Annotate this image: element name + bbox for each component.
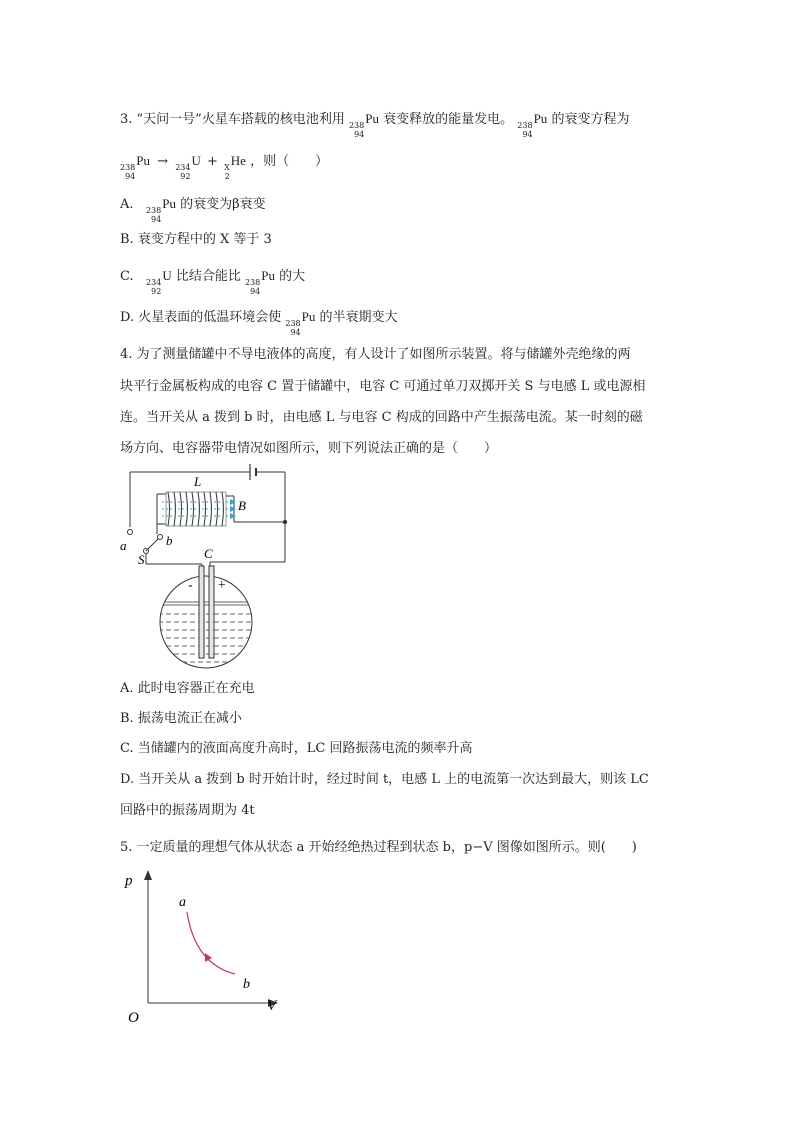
magnetic-field-lines [162,502,230,516]
label-b: b [166,533,173,548]
pu-symbol: Pu [533,111,548,126]
switch-blade [146,539,158,551]
label-C: C [204,546,213,561]
q4-option-d-line2[interactable]: 回路中的振荡周期为 4t [120,803,255,818]
arrow-symbol: → [157,154,169,169]
switch-contact-b [158,535,163,540]
label-a: a [120,538,127,553]
label-B: B [238,498,246,513]
q4-option-d-line1[interactable]: D. 当开关从 a 拨到 b 时开始计时，经过时间 t，电感 L 上的电流第一次达到最大，则该 LC [120,772,649,787]
storage-tank [150,576,260,668]
lc-circuit-figure [110,462,300,670]
label-state-a: a [179,895,186,910]
q4-stem-line2: 块平行金属板构成的电容 C 置于储罐中，电容 C 可通过单刀双掷开关 S 与电感 L 或电源相 [120,379,646,394]
q3-option-d[interactable]: D. 火星表面的低温环境会使 238 94 Pu 的半衰期变大 [120,309,398,337]
q5-stem: 5. 一定质量的理想气体从状态 a 开始经绝热过程到状态 b，p−V 图像如图所示。则( ) [120,840,637,855]
capacitor-plate-left [199,566,204,658]
label-state-b: b [243,977,250,992]
q3-stem-text-c: 的衰变方程为 [551,112,630,127]
label-p: p [125,873,133,889]
q4-stem-line3: 连。当开关从 a 拨到 b 时，由电感 L 与电容 C 构成的回路中产生振荡电流。某一时刻的磁 [120,410,643,425]
inductor-coil [157,492,285,526]
adiabatic-curve [187,912,235,974]
label-L: L [194,474,202,489]
q4-stem-line1: 4. 为了测量储罐中不导电液体的高度，有人设计了如图所示装置。将与储罐外壳绝缘的两 [120,347,631,362]
switch-contact-a [128,530,133,535]
field-arrow-2 [230,506,236,512]
q3-stem-text-a: 3. “天问一号”火星车搭载的核电池利用 [120,112,345,127]
field-arrow-1 [230,499,236,505]
pv-diagram-figure [115,866,295,1032]
positive-charge-sign: + [217,578,227,593]
q3-decay-equation: 238 94 Pu → 234 92 U + X 2 He ，则（ ） [120,153,329,181]
q3-stem-text-b: 衰变释放的能量发电。 [383,112,514,127]
label-origin: O [128,1010,139,1026]
pu-isotope: 238 94 [348,121,365,139]
pu-isotope: 238 94 [517,121,533,139]
label-S: S [138,552,145,567]
q4-option-c[interactable]: C. 当储罐内的液面高度升高时，LC 回路振荡电流的频率升高 [120,741,473,756]
q4-stem-line4: 场方向、电容器带电情况如图所示，则下列说法正确的是（ ） [120,441,498,456]
pu-symbol: Pu [365,111,379,126]
q3-option-a[interactable]: A. 238 94 Pu 的衰变为β衰变 [120,196,266,224]
capacitor-plate-right [209,566,214,658]
q3-option-b[interactable]: B. 衰变方程中的 X 等于 3 [120,232,272,247]
p-axis-arrow-icon [144,870,152,880]
q4-option-a[interactable]: A. 此时电容器正在充电 [120,681,255,696]
field-arrow-3 [230,513,236,519]
q3-option-c[interactable]: C. 234 92 U 比结合能比 238 94 Pu 的大 [120,268,306,296]
q4-option-b[interactable]: B. 振荡电流正在减小 [120,711,242,726]
process-arrow-icon [205,953,212,962]
label-V: V [267,998,277,1014]
q3-stem-line1 [120,108,629,139]
negative-charge-sign: - [188,578,193,593]
